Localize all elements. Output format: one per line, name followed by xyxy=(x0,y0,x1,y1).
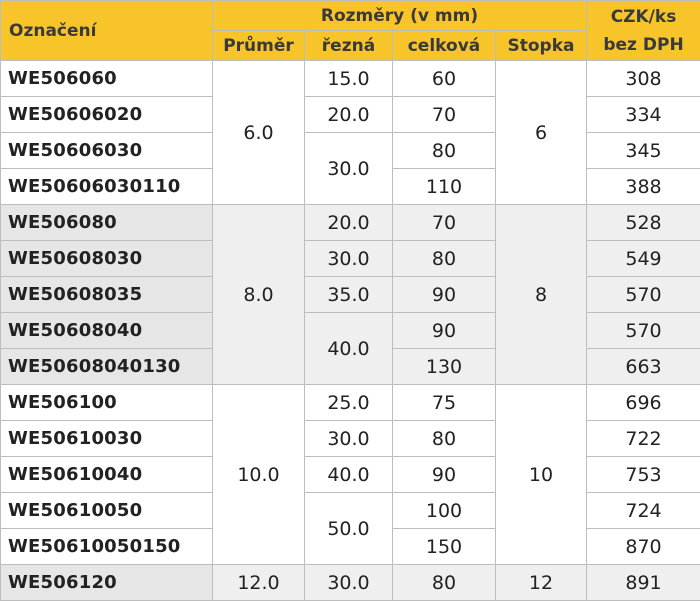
product-code: WE50608035 xyxy=(1,277,213,313)
product-code: WE50610050 xyxy=(1,493,213,529)
price-cell: 345 xyxy=(587,133,700,169)
table-row xyxy=(1,565,700,601)
celkova-cell: 90 xyxy=(393,313,496,349)
celkova-cell: 130 xyxy=(393,349,496,385)
product-code: WE50610050150 xyxy=(1,529,213,565)
prumer-cell: 8.0 xyxy=(213,205,305,385)
rezna-cell: 30.0 xyxy=(305,133,393,205)
table-body xyxy=(1,61,700,601)
product-code: WE50606030 xyxy=(1,133,213,169)
table-row xyxy=(1,457,700,493)
celkova-cell: 80 xyxy=(393,565,496,601)
prumer-cell: 12.0 xyxy=(213,565,305,601)
header-celkova: celková xyxy=(393,31,496,61)
product-code: WE50608040130 xyxy=(1,349,213,385)
price-cell: 549 xyxy=(587,241,700,277)
rezna-cell: 40.0 xyxy=(305,313,393,385)
celkova-cell: 80 xyxy=(393,421,496,457)
product-code: WE50610040 xyxy=(1,457,213,493)
price-cell: 891 xyxy=(587,565,700,601)
table-row xyxy=(1,493,700,529)
rezna-cell: 15.0 xyxy=(305,61,393,97)
product-code: WE50610030 xyxy=(1,421,213,457)
rezna-cell: 50.0 xyxy=(305,493,393,565)
product-code: WE506060 xyxy=(1,61,213,97)
header-price xyxy=(587,1,700,61)
table-row xyxy=(1,133,700,169)
price-cell: 870 xyxy=(587,529,700,565)
table-row xyxy=(1,241,700,277)
table-row xyxy=(1,205,700,241)
celkova-cell: 100 xyxy=(393,493,496,529)
celkova-cell: 70 xyxy=(393,97,496,133)
celkova-cell: 110 xyxy=(393,169,496,205)
product-code: WE50608030 xyxy=(1,241,213,277)
product-code: WE506100 xyxy=(1,385,213,421)
header-price-line1: CZK/ks xyxy=(611,7,677,27)
header-rozmery: Rozměry (v mm) xyxy=(213,1,587,31)
rezna-cell: 30.0 xyxy=(305,565,393,601)
price-cell: 570 xyxy=(587,277,700,313)
header-prumer: Průměr xyxy=(213,31,305,61)
price-cell: 663 xyxy=(587,349,700,385)
price-cell: 308 xyxy=(587,61,700,97)
stopka-cell: 10 xyxy=(496,385,587,565)
table-row xyxy=(1,385,700,421)
price-cell: 696 xyxy=(587,385,700,421)
price-cell: 753 xyxy=(587,457,700,493)
price-cell: 334 xyxy=(587,97,700,133)
prumer-cell: 10.0 xyxy=(213,385,305,565)
rezna-cell: 20.0 xyxy=(305,205,393,241)
header-oznaceni: Označení xyxy=(1,1,213,61)
rezna-cell: 30.0 xyxy=(305,421,393,457)
product-code: WE506120 xyxy=(1,565,213,601)
product-code: WE506080 xyxy=(1,205,213,241)
price-cell: 722 xyxy=(587,421,700,457)
table-row xyxy=(1,277,700,313)
price-cell: 570 xyxy=(587,313,700,349)
rezna-cell: 35.0 xyxy=(305,277,393,313)
table-header xyxy=(1,1,700,61)
header-rezna: řezná xyxy=(305,31,393,61)
celkova-cell: 90 xyxy=(393,277,496,313)
rezna-cell: 40.0 xyxy=(305,457,393,493)
price-cell: 528 xyxy=(587,205,700,241)
rezna-cell: 30.0 xyxy=(305,241,393,277)
celkova-cell: 150 xyxy=(393,529,496,565)
price-cell: 724 xyxy=(587,493,700,529)
product-code: WE50606020 xyxy=(1,97,213,133)
rezna-cell: 25.0 xyxy=(305,385,393,421)
table-row xyxy=(1,61,700,97)
product-code: WE50606030110 xyxy=(1,169,213,205)
celkova-cell: 80 xyxy=(393,241,496,277)
stopka-cell: 6 xyxy=(496,61,587,205)
table-row xyxy=(1,313,700,349)
celkova-cell: 75 xyxy=(393,385,496,421)
table-row xyxy=(1,421,700,457)
header-price-line2: bez DPH xyxy=(603,35,683,55)
header-stopka: Stopka xyxy=(496,31,587,61)
product-code: WE50608040 xyxy=(1,313,213,349)
celkova-cell: 90 xyxy=(393,457,496,493)
celkova-cell: 80 xyxy=(393,133,496,169)
stopka-cell: 12 xyxy=(496,565,587,601)
rezna-cell: 20.0 xyxy=(305,97,393,133)
celkova-cell: 60 xyxy=(393,61,496,97)
stopka-cell: 8 xyxy=(496,205,587,385)
celkova-cell: 70 xyxy=(393,205,496,241)
price-cell: 388 xyxy=(587,169,700,205)
prumer-cell: 6.0 xyxy=(213,61,305,205)
table-row xyxy=(1,97,700,133)
